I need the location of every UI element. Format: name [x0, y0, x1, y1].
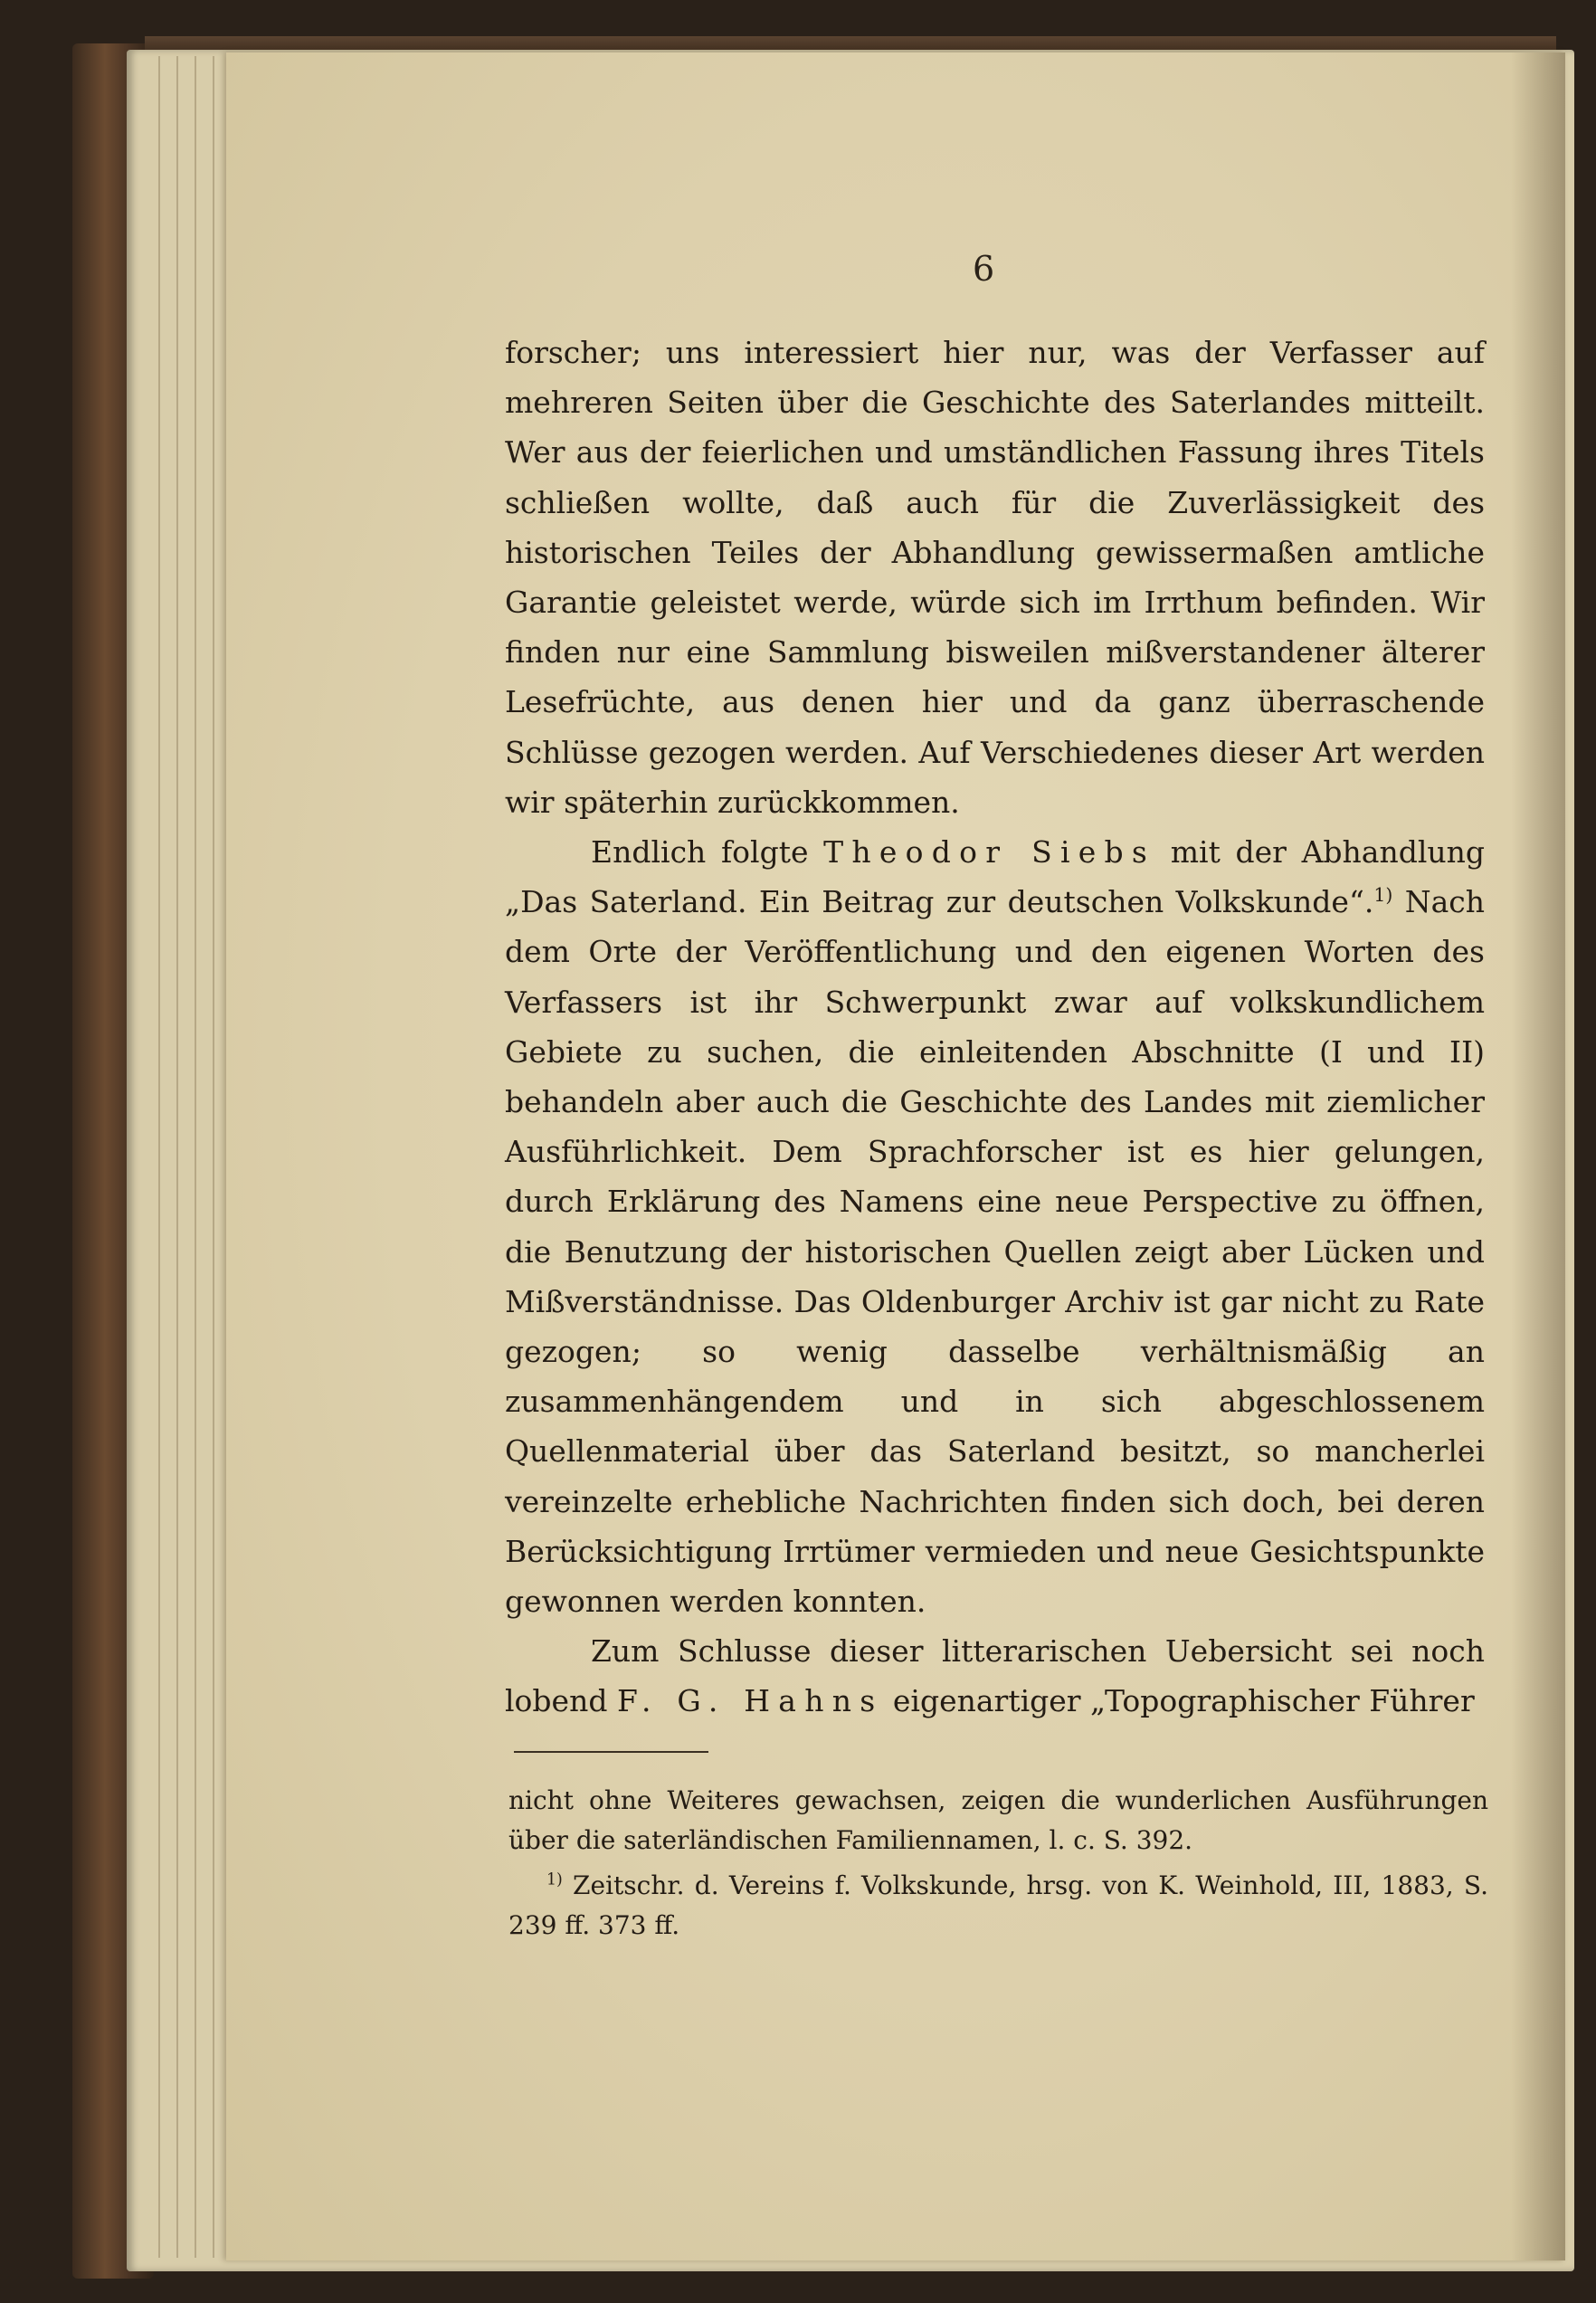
footnote-marker: 1)	[1373, 884, 1393, 907]
footnote-marker: 1)	[546, 1870, 563, 1889]
main-text	[505, 328, 1485, 1727]
footnote-text: Zeitschr. d. Vereins f. Volkskunde, hrsg. von K. Weinhold, III, 1883, S. 239 ff. 373 ff.	[508, 1870, 1488, 1940]
text-run: Zum Schlusse dieser litterarischen Uebersicht sei noch lobend	[505, 1633, 1485, 1719]
paragraph: forscher; uns interessiert hier nur, was der Verfasser auf mehreren Seiten über die Geschichte des Saterlandes mitteilt. Wer aus der feierlichen und umständlichen Fassung ihres Titels schließen wollte, daß auch für die Zuverlässigkeit des historischen Teiles der Abhandlung gewissermaßen amtliche Garantie geleistet werde, würde sich im Irrthum befinden. Wir finden nur eine Sammlung bisweilen mißverstandener älterer Lesefrüchte, aus denen hier und da ganz überraschende Schlüsse gezogen werden. Auf Verschiedenes dieser Art werden wir späterhin zurückkommen.	[505, 335, 1485, 820]
page-edge-line	[176, 56, 178, 2258]
text-run: eigenartiger „Topographischer Führer	[883, 1683, 1475, 1719]
page-edge-line	[158, 56, 160, 2258]
page-edge-line	[213, 56, 214, 2258]
paragraph	[505, 827, 1485, 1626]
spine-shadow	[1511, 52, 1565, 2260]
text-run: Endlich folgte	[591, 834, 824, 871]
footnote	[508, 1866, 1488, 1946]
footnote: nicht ohne Weiteres gewachsen, zeigen die wunderlichen Ausführungen über die saterländischen Familiennamen, l. c. S. 392.	[508, 1785, 1488, 1855]
text-run: mit der Abhandlung „Das Saterland. Ein Beitrag zur deutschen Volkskunde“.	[505, 834, 1486, 920]
paragraph	[505, 1626, 1485, 1726]
page-number: 6	[973, 249, 995, 289]
author-name: F. G. Hahns	[616, 1683, 884, 1719]
author-name: Theodor Siebs	[823, 834, 1156, 871]
page-edge-line	[195, 56, 196, 2258]
footnotes	[508, 1781, 1488, 1946]
text-run: Nach dem Orte der Veröffentlichung und den eigenen Worten des Verfassers ist ihr Schwerpunkt zwar auf volkskundlichem Gebiete zu suchen, die einleitenden Abschnitte (I und II) behandeln aber auch die Geschichte des Landes mit ziemlicher Ausführlichkeit. Dem Sprachforscher ist es hier gelungen, durch Erklärung des Namens eine neue Perspective zu öffnen, die Benutzung der historischen Quellen zeigt aber Lücken und Mißverständnisse. Das Oldenburger Archiv ist gar nicht zu Rate gezogen; so wenig dasselbe verhältnismäßig an zusammenhängendem und in sich abgeschlossenem Quellenmaterial über das Saterland besitzt, so mancherlei vereinzelte erhebliche Nachrichten finden sich doch, bei deren Berücksichtigung Irrtümer vermieden und neue Gesichtspunkte gewonnen werden konnten.	[505, 884, 1485, 1620]
footnote-divider	[514, 1751, 708, 1753]
